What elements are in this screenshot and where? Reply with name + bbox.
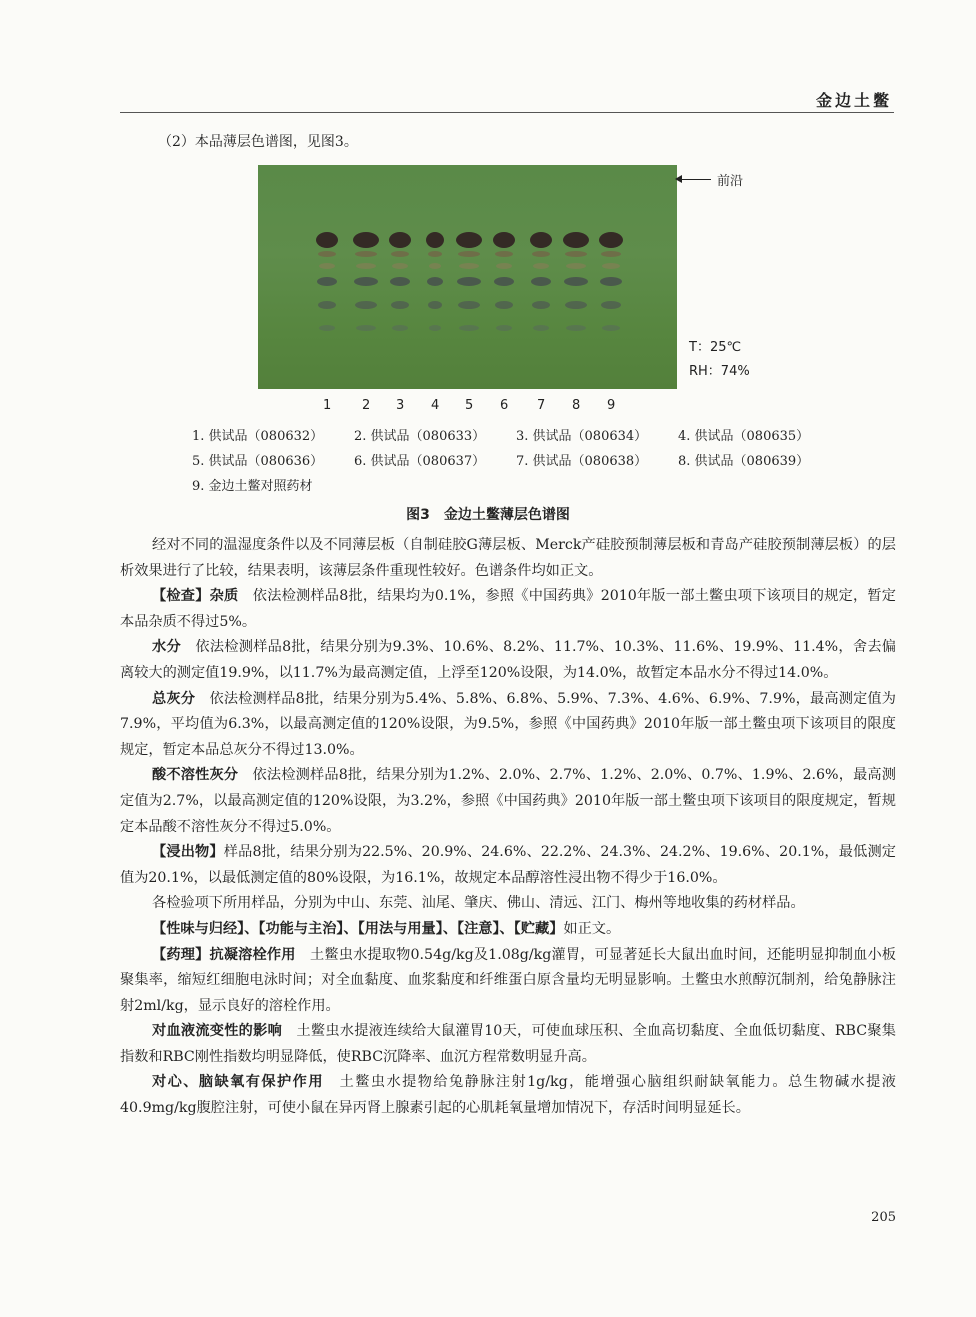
lane-number: 5 bbox=[465, 398, 474, 413]
tlc-band bbox=[601, 251, 621, 257]
tlc-band bbox=[428, 301, 442, 309]
legend-item: 4. 供试品（080635） bbox=[678, 429, 810, 444]
tlc-band bbox=[565, 301, 587, 309]
lane-number: 1 bbox=[323, 398, 332, 413]
paragraph bbox=[120, 840, 896, 891]
paragraph-lead: 对心、脑缺氧有保护作用 bbox=[152, 1074, 324, 1091]
figure-caption: 图3 金边土鳖薄层色谱图 bbox=[406, 507, 570, 523]
tlc-band bbox=[533, 325, 549, 331]
paragraph bbox=[120, 917, 896, 943]
tlc-band bbox=[601, 301, 621, 309]
tlc-band bbox=[496, 263, 512, 269]
paragraph bbox=[120, 584, 896, 635]
legend-item: 3. 供试品（080634） bbox=[516, 429, 648, 444]
lane-number: 7 bbox=[537, 398, 546, 413]
temperature-label: T：25℃ bbox=[689, 340, 742, 355]
tlc-band bbox=[533, 263, 549, 269]
legend-row-2 bbox=[192, 450, 840, 469]
tlc-band bbox=[602, 263, 620, 269]
legend-item: 5. 供试品（080636） bbox=[192, 454, 324, 469]
tlc-band bbox=[494, 277, 514, 286]
figure-intro-line: （2）本品薄层色谱图，见图3。 bbox=[158, 134, 358, 150]
tlc-band bbox=[428, 251, 442, 257]
tlc-band bbox=[459, 263, 479, 269]
legend-item: 7. 供试品（080638） bbox=[516, 454, 648, 469]
paragraph bbox=[120, 891, 896, 917]
legend-item: 1. 供试品（080632） bbox=[192, 429, 324, 444]
tlc-band bbox=[426, 232, 444, 248]
tlc-band bbox=[530, 232, 552, 248]
tlc-band bbox=[566, 325, 586, 331]
paragraph bbox=[120, 943, 896, 1020]
paragraph-lead: 对血液流变性的影响 bbox=[152, 1023, 283, 1040]
tlc-band bbox=[392, 325, 408, 331]
paragraph-text: 土鳖虫水提物给兔静脉注射1g/kg，能增强心脑组织耐缺氧能力。总生物碱水提液40.9mg/kg腹腔注射，可使小鼠在异丙肾上腺素引起的心肌耗氧量增加情况下，存活时间明显延长。 bbox=[120, 1074, 896, 1117]
tlc-band bbox=[355, 251, 377, 257]
tlc-band bbox=[319, 325, 335, 331]
front-label: 前沿 bbox=[717, 174, 744, 189]
tlc-band bbox=[566, 263, 586, 269]
tlc-band bbox=[457, 277, 481, 286]
tlc-band bbox=[391, 301, 409, 309]
legend-row-1 bbox=[192, 425, 840, 444]
left-arrow-icon bbox=[681, 179, 711, 180]
tlc-band bbox=[318, 251, 336, 257]
paragraph-lead: 【检查】杂质 bbox=[152, 588, 239, 605]
tlc-band bbox=[495, 251, 513, 257]
paragraph bbox=[120, 635, 896, 686]
paragraph-text: 依法检测样品8批，结果分别为9.3%、10.6%、8.2%、11.7%、10.3%、11.6%、19.9%、11.4%，舍去偏离较大的测定值19.9%，以11.7%为最高测定值，上浮至120%设限，为14.0%，故暂定本品水分不得过14.0%。 bbox=[120, 639, 896, 681]
tlc-band bbox=[496, 325, 512, 331]
tlc-band bbox=[356, 263, 376, 269]
humidity-label: RH：74% bbox=[689, 364, 750, 379]
tlc-band bbox=[356, 325, 376, 331]
lane-number: 4 bbox=[431, 398, 440, 413]
body-text bbox=[120, 533, 896, 1122]
tlc-band bbox=[456, 232, 482, 248]
tlc-band bbox=[427, 277, 443, 286]
paragraph-text: 依法检测样品8批，结果分别为5.4%、5.8%、6.8%、5.9%、7.3%、4.6%、6.9%、7.9%，最高测定值为7.9%，平均值为6.3%，以最高测定值的120%设限，为9.5%，参照《中国药典》2010年版一部土鳖虫项下该项目的限度规定，暂定本品总灰分不得过13.0%。 bbox=[120, 690, 896, 758]
tlc-band bbox=[532, 251, 550, 257]
tlc-band bbox=[564, 277, 588, 286]
tlc-band bbox=[493, 232, 515, 248]
tlc-plate-photo bbox=[258, 165, 677, 389]
paragraph-text: 各检验项下所用样品，分别为中山、东莞、汕尾、肇庆、佛山、清远、江门、梅州等地收集的药材样品。 bbox=[152, 895, 805, 912]
tlc-band bbox=[532, 301, 550, 309]
tlc-band bbox=[600, 277, 622, 286]
tlc-band bbox=[390, 277, 410, 286]
legend-item: 2. 供试品（080633） bbox=[354, 429, 486, 444]
legend-item: 8. 供试品（080639） bbox=[678, 454, 810, 469]
tlc-band bbox=[353, 232, 379, 248]
lane-number: 3 bbox=[396, 398, 405, 413]
tlc-band bbox=[599, 232, 623, 248]
tlc-band bbox=[458, 301, 480, 309]
paragraph-text: 土鳖虫水提液连续给大鼠灌胃10天，可使血球压积、全血高切黏度、全血低切黏度、RBC聚集指数和RBC刚性指数均明显降低，使RBC沉降率、血沉方程常数明显升高。 bbox=[120, 1023, 896, 1065]
paragraph-lead: 【性味与归经】、【功能与主治】、【用法与用量】、【注意】、【贮藏】 bbox=[152, 920, 564, 937]
paragraph-lead: 【药理】抗凝溶栓作用 bbox=[152, 946, 296, 963]
paragraph-text: 依法检测样品8批，结果均为0.1%，参照《中国药典》2010年版一部土鳖虫项下该项目的规定，暂定本品杂质不得过5%。 bbox=[120, 588, 896, 630]
legend-row-3 bbox=[192, 475, 354, 494]
paragraph-text: 经对不同的温湿度条件以及不同薄层板（自制硅胶G薄层板、Merck产硅胶预制薄层板和青岛产硅胶预制薄层板）的层析效果进行了比较，结果表明，该薄层条件重现性较好。色谱条件均如正文。 bbox=[120, 537, 896, 579]
tlc-band bbox=[429, 263, 441, 269]
lane-number: 8 bbox=[572, 398, 581, 413]
paragraph-lead: 水分 bbox=[152, 639, 181, 656]
tlc-band bbox=[565, 251, 587, 257]
tlc-band bbox=[495, 301, 513, 309]
paragraph bbox=[120, 687, 896, 764]
paragraph-lead: 总灰分 bbox=[152, 690, 196, 707]
tlc-band bbox=[459, 325, 479, 331]
tlc-band bbox=[318, 301, 336, 309]
tlc-band bbox=[531, 277, 551, 286]
paragraph-text: 土鳖虫水提取物0.54g/kg及1.08g/kg灌胃，可显著延长大鼠出血时间，还能明显抑制血小板聚集率，缩短红细胞电泳时间；对全血黏度、血浆黏度和纤维蛋白原含量均无明显影响。土鳖虫水煎醇沉制剂，给兔静脉注射2ml/kg，显示良好的溶栓作用。 bbox=[120, 946, 896, 1014]
solvent-front-marker bbox=[681, 170, 743, 189]
running-header-title: 金边土鳖 bbox=[815, 91, 892, 110]
tlc-band bbox=[391, 251, 409, 257]
paragraph-text: 如正文。 bbox=[563, 920, 621, 937]
paragraph-lead: 酸不溶性灰分 bbox=[152, 767, 239, 784]
tlc-band bbox=[392, 263, 408, 269]
tlc-band bbox=[317, 277, 337, 286]
page-number: 205 bbox=[871, 1210, 896, 1225]
tlc-band bbox=[316, 232, 338, 248]
paragraph-lead: 【浸出物】 bbox=[152, 844, 224, 861]
paragraph-text: 依法检测样品8批，结果分别为1.2%、2.0%、2.7%、1.2%、2.0%、0.7%、1.9%、2.6%，最高测定值为2.7%，以最高测定值的120%设限，为3.2%，参照《中国药典》2010年版一部土鳖虫项下该项目的限度规定，暂规定本品酸不溶性灰分不得过5.0%。 bbox=[120, 767, 896, 835]
tlc-band bbox=[354, 277, 378, 286]
tlc-band bbox=[355, 301, 377, 309]
header-rule bbox=[120, 112, 894, 113]
lane-number: 2 bbox=[362, 398, 371, 413]
tlc-band bbox=[429, 325, 441, 331]
tlc-band bbox=[602, 325, 620, 331]
paragraph-text: 样品8批，结果分别为22.5%、20.9%、24.6%、22.2%、24.3%、24.2%、19.6%、20.1%，最低测定值为20.1%，以最低测定值的80%设限，为16.1%，故规定本品醇溶性浸出物不得少于16.0%。 bbox=[120, 844, 896, 886]
paragraph bbox=[120, 1019, 896, 1070]
legend-item: 9. 金边土鳖对照药材 bbox=[192, 479, 313, 494]
tlc-band bbox=[563, 232, 589, 248]
lane-number: 6 bbox=[500, 398, 509, 413]
tlc-band bbox=[319, 263, 335, 269]
tlc-band bbox=[458, 251, 480, 257]
paragraph bbox=[120, 1070, 896, 1121]
lane-number: 9 bbox=[607, 398, 616, 413]
paragraph bbox=[120, 763, 896, 840]
tlc-band bbox=[389, 232, 411, 248]
paragraph bbox=[120, 533, 896, 584]
legend-item: 6. 供试品（080637） bbox=[354, 454, 486, 469]
